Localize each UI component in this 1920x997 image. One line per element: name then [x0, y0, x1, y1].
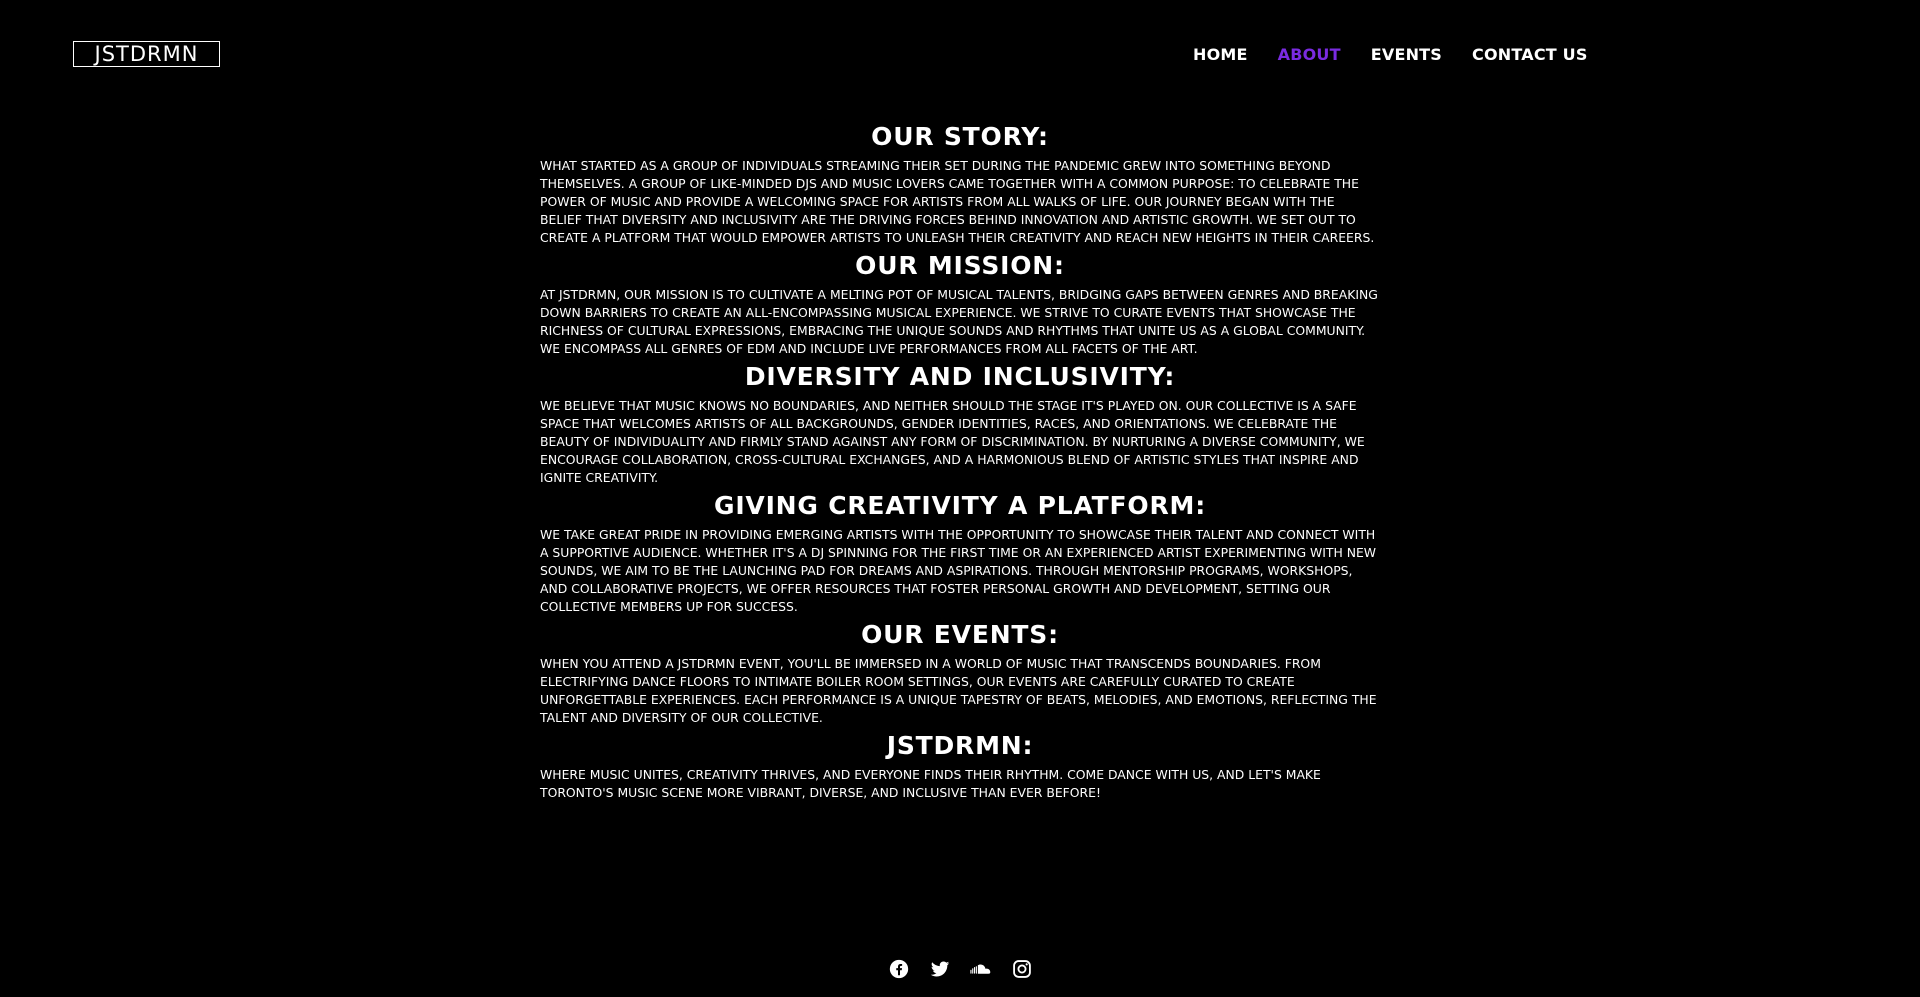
nav-about[interactable]: ABOUT: [1277, 45, 1341, 64]
section-title: DIVERSITY AND INCLUSIVITY:: [744, 362, 1176, 391]
section-body: WHERE MUSIC UNITES, CREATIVITY THRIVES, AND EVERYONE FINDS THEIR RHYTHM. COME DANCE WITH US, AND LET'S MAKE TORONTO'S MUSIC SCENE MORE VIBRANT, DIVERSE, AND INCLUSIVE THAN EVER BEFORE!: [540, 767, 1321, 800]
section-body: WE BELIEVE THAT MUSIC KNOWS NO BOUNDARIES, AND NEITHER SHOULD THE STAGE IT'S PLAYED ON. OUR COLLECTIVE IS A SAFE SPACE THAT WELCOMES ARTISTS OF ALL BACKGROUNDS, GENDER IDENTITIES, RACES, AND ORIENTATIONS. WE CELEBRATE THE BEAUTY OF INDIVIDUALITY AND FIRMLY STAND AGAINST ANY FORM OF DISCRIMINATION. BY NURTURING A DIVERSE COMMUNITY, WE ENCOURAGE COLLABORATION, CROSS-CULTURAL EXCHANGES, AND A HARMONIOUS BLEND OF ARTISTIC STYLES THAT INSPIRE AND IGNITE CREATIVITY.: [540, 398, 1365, 485]
section-our-events: [540, 618, 1380, 727]
about-content: [540, 120, 1380, 804]
site-header: [0, 0, 1920, 110]
section-body: AT JSTDRMN, OUR MISSION IS TO CULTIVATE A MELTING POT OF MUSICAL TALENTS, BRIDGING GAPS BETWEEN GENRES AND BREAKING DOWN BARRIERS TO CREATE AN ALL-ENCOMPASSING MUSICAL EXPERIENCE. WE STRIVE TO CURATE EVENTS THAT SHOWCASE THE RICHNESS OF CULTURAL EXPRESSIONS, EMBRACING THE UNIQUE SOUNDS AND RHYTHMS THAT UNITE US AS A GLOBAL COMMUNITY. WE ENCOMPASS ALL GENRES OF EDM AND INCLUDE LIVE PERFORMANCES FROM ALL FACETS OF THE ART.: [540, 287, 1378, 356]
nav-contact-us[interactable]: CONTACT US: [1472, 45, 1588, 64]
section-jstdrmn: [540, 729, 1380, 802]
twitter-icon[interactable]: [929, 958, 951, 980]
instagram-icon[interactable]: [1011, 958, 1033, 980]
nav-events[interactable]: EVENTS: [1370, 45, 1443, 64]
section-title: OUR MISSION:: [855, 251, 1065, 280]
social-links: [888, 958, 1033, 980]
facebook-icon[interactable]: [888, 958, 910, 980]
section-our-mission: [540, 249, 1380, 358]
section-diversity-inclusivity: [540, 360, 1380, 487]
section-body: WE TAKE GREAT PRIDE IN PROVIDING EMERGING ARTISTS WITH THE OPPORTUNITY TO SHOWCASE THEIR TALENT AND CONNECT WITH A SUPPORTIVE AUDIENCE. WHETHER IT'S A DJ SPINNING FOR THE FIRST TIME OR AN EXPERIENCED ARTIST EXPERIMENTING WITH NEW SOUNDS, WE AIM TO BE THE LAUNCHING PAD FOR DREAMS AND ASPIRATIONS. THROUGH MENTORSHIP PROGRAMS, WORKSHOPS, AND COLLABORATIVE PROJECTS, WE OFFER RESOURCES THAT FOSTER PERSONAL GROWTH AND DEVELOPMENT, SETTING OUR COLLECTIVE MEMBERS UP FOR SUCCESS.: [540, 527, 1377, 614]
section-our-story: [540, 120, 1380, 247]
section-body: WHEN YOU ATTEND A JSTDRMN EVENT, YOU'LL BE IMMERSED IN A WORLD OF MUSIC THAT TRANSCENDS BOUNDARIES. FROM ELECTRIFYING DANCE FLOORS TO INTIMATE BOILER ROOM SETTINGS, OUR EVENTS ARE CAREFULLY CURATED TO CREATE UNFORGETTABLE EXPERIENCES. EACH PERFORMANCE IS A UNIQUE TAPESTRY OF BEATS, MELODIES, AND EMOTIONS, REFLECTING THE TALENT AND DIVERSITY OF OUR COLLECTIVE.: [540, 656, 1377, 725]
nav-home[interactable]: HOME: [1193, 45, 1248, 64]
section-title: GIVING CREATIVITY A PLATFORM:: [714, 491, 1206, 520]
section-title: OUR STORY:: [871, 122, 1049, 151]
section-title: JSTDRMN:: [886, 731, 1034, 760]
soundcloud-icon[interactable]: [970, 958, 992, 980]
section-giving-creativity: [540, 489, 1380, 616]
site-logo[interactable]: JSTDRMN: [73, 41, 220, 67]
section-body: WHAT STARTED AS A GROUP OF INDIVIDUALS STREAMING THEIR SET DURING THE PANDEMIC GREW INTO SOMETHING BEYOND THEMSELVES. A GROUP OF LIKE-MINDED DJS AND MUSIC LOVERS CAME TOGETHER WITH A COMMON PURPOSE: TO CELEBRATE THE POWER OF MUSIC AND PROVIDE A WELCOMING SPACE FOR ARTISTS FROM ALL WALKS OF LIFE. OUR JOURNEY BEGAN WITH THE BELIEF THAT DIVERSITY AND INCLUSIVITY ARE THE DRIVING FORCES BEHIND INNOVATION AND ARTISTIC GROWTH. WE SET OUT TO CREATE A PLATFORM THAT WOULD EMPOWER ARTISTS TO UNLEASH THEIR CREATIVITY AND REACH NEW HEIGHTS IN THEIR CAREERS.: [540, 158, 1375, 245]
main-nav: [1193, 45, 1588, 64]
section-title: OUR EVENTS:: [861, 620, 1059, 649]
